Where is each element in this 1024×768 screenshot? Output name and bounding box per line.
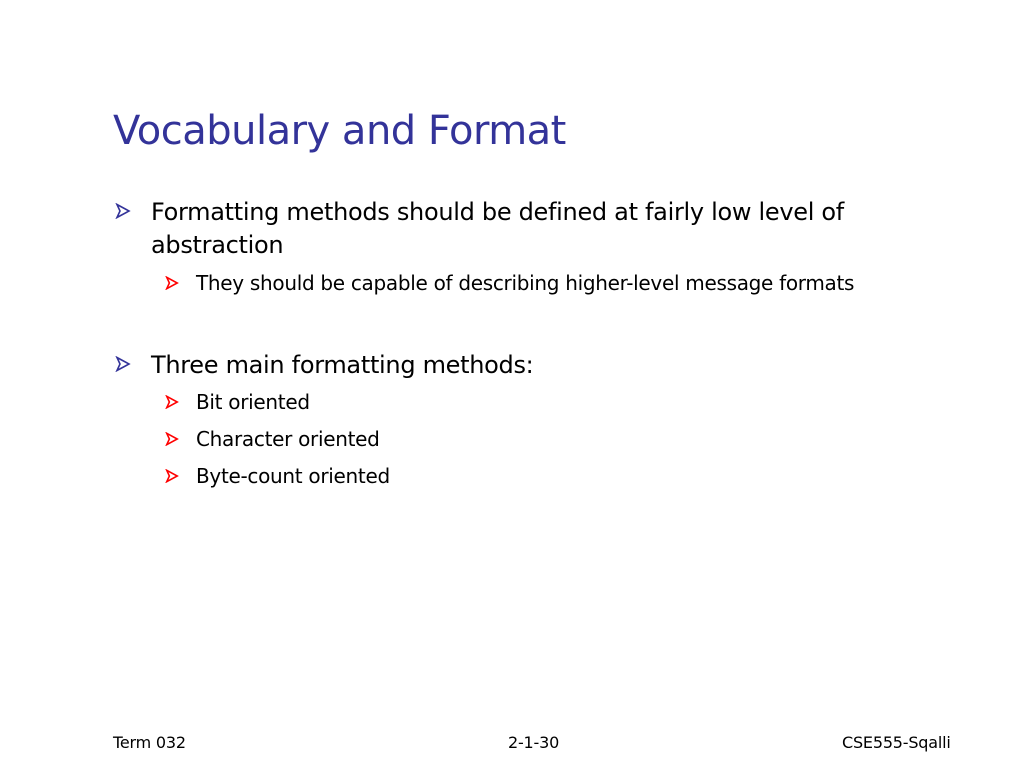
arrowhead-bullet-icon (165, 276, 179, 290)
arrowhead-bullet-icon (165, 395, 179, 409)
footer-left: Term 032 (113, 733, 186, 752)
slide-title: Vocabulary and Format (113, 108, 566, 154)
bullet-text-continued: abstraction (151, 231, 284, 259)
footer-right: CSE555-Sqalli (842, 733, 951, 752)
arrowhead-bullet-icon (165, 432, 179, 446)
sub-bullet-text: Byte-count oriented (196, 464, 390, 488)
arrowhead-bullet-icon (165, 469, 179, 483)
bullet-text: Three main formatting methods: (151, 351, 534, 379)
arrowhead-bullet-icon (115, 356, 131, 372)
sub-bullet-text: Bit oriented (196, 390, 310, 414)
sub-bullet-text: They should be capable of describing higher-level message formats (196, 271, 855, 295)
arrowhead-bullet-icon (115, 203, 131, 219)
bullet-text: Formatting methods should be defined at fairly low level of (151, 198, 844, 226)
footer-center: 2-1-30 (508, 733, 560, 752)
sub-bullet-text: Character oriented (196, 427, 380, 451)
